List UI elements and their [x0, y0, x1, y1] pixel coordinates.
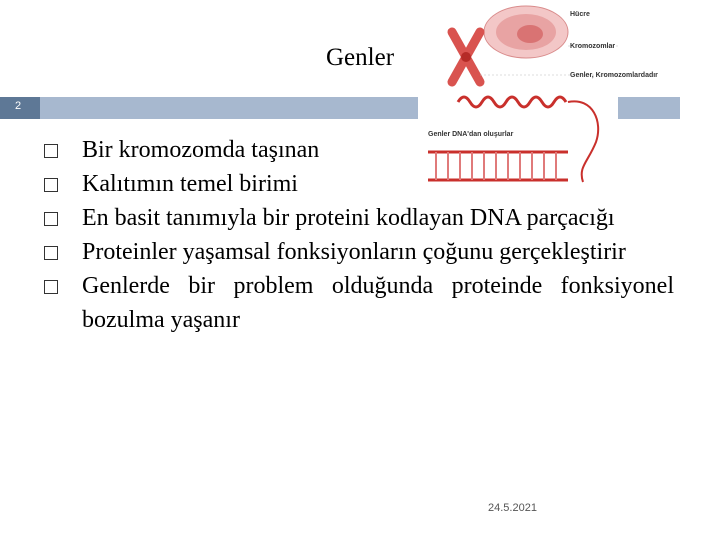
bullet-item: [44, 133, 674, 167]
slide-number: 2: [15, 100, 22, 112]
illustration-label-genes-on-chromosomes: Genler, Kromozomlardadır: [570, 72, 658, 79]
bullet-text: Bir kromozomda taşınan: [82, 137, 320, 163]
illustration-label-cell: Hücre: [570, 11, 590, 18]
bullet-item: [44, 167, 674, 201]
slide-title: Genler: [326, 44, 395, 71]
illustration-label-chromosomes: Kromozomlar: [570, 43, 616, 50]
checkbox-bullet-icon: [44, 280, 58, 294]
bullet-item: [44, 269, 674, 337]
bullet-text: En basit tanımıyla bir proteini kodlayan DNA parçacığı: [82, 205, 615, 231]
bullet-item: [44, 235, 674, 269]
bullet-text: Genlerde bir problem olduğunda proteinde fonksiyonel bozulma yaşanır: [82, 273, 674, 333]
checkbox-bullet-icon: [44, 246, 58, 260]
checkbox-bullet-icon: [44, 212, 58, 226]
checkbox-bullet-icon: [44, 178, 58, 192]
checkbox-bullet-icon: [44, 144, 58, 158]
illustration-label-genes-dna: Genler DNA'dan oluşurlar: [428, 131, 514, 138]
bullet-list: [44, 133, 674, 337]
bullet-item: [44, 201, 674, 235]
slide-date: 24.5.2021: [488, 502, 537, 514]
bullet-text: Proteinler yaşamsal fonksiyonların çoğunu gerçekleştirir: [82, 239, 626, 265]
bullet-text: Kalıtımın temel birimi: [82, 171, 298, 197]
